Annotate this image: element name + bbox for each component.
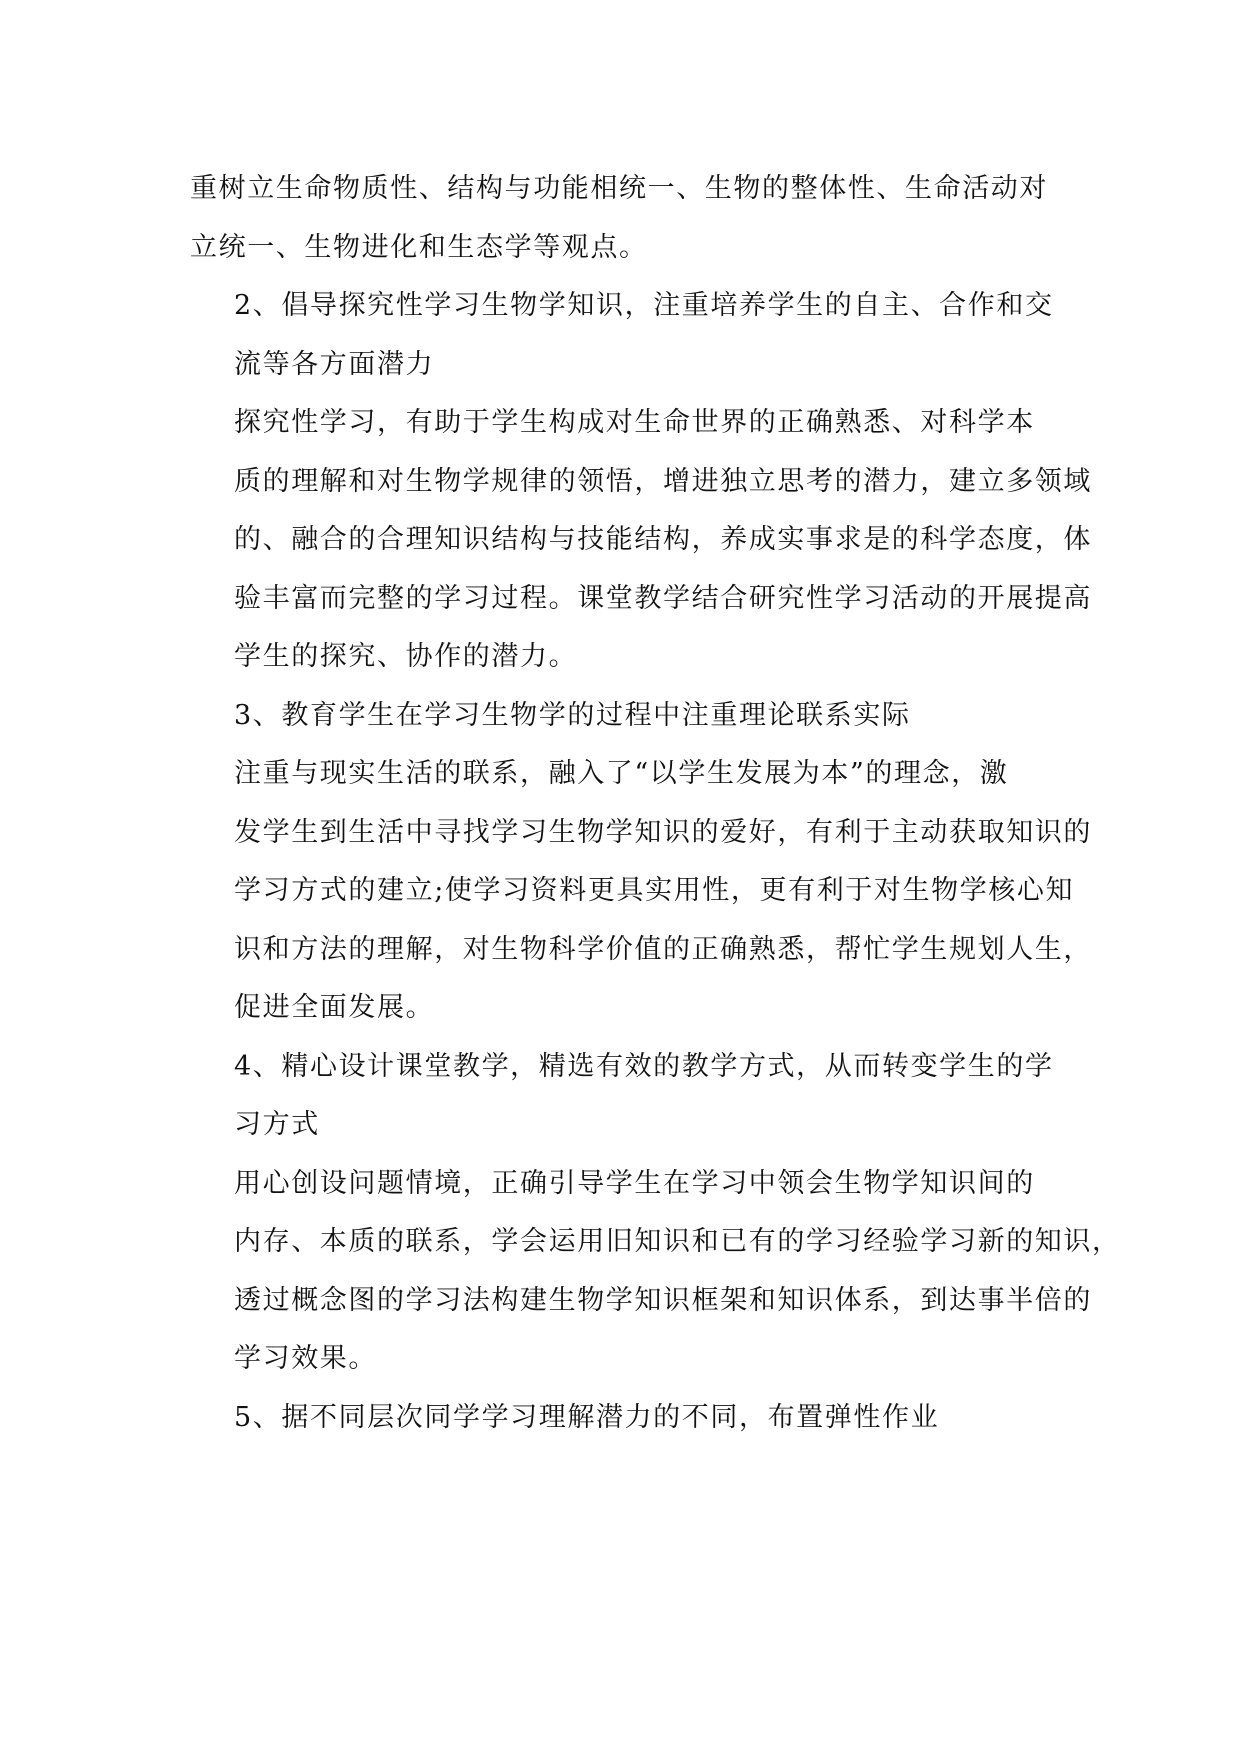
paragraph	[190, 277, 1060, 394]
text-line: 验丰富而完整的学习过程。课堂教学结合研究性学习活动的开展提高	[234, 582, 1092, 614]
paragraph	[190, 745, 1092, 1038]
text-line: 学习方式的建立;使学习资料更具实用性，更有利于对生物学核心知	[234, 875, 1075, 906]
text-line: 5、据不同层次同学学习理解潜力的不同，布置弹性作业	[234, 1401, 940, 1433]
text-line: 探究性学习，有助于学生构成对生命世界的正确熟悉、对科学本	[234, 407, 1035, 438]
text-line: 的、融合的合理知识结构与技能结构，养成实事求是的科学态度，体	[234, 524, 1092, 555]
text-line: 促进全面发展。	[234, 992, 435, 1023]
text-line: 透过概念图的学习法构建生物学知识框架和知识体系，到达事半倍的	[234, 1284, 1092, 1316]
text-line: 识和方法的理解，对生物科学价值的正确熟悉，帮忙学生规划人生，	[234, 933, 1092, 965]
text-line: 4、精心设计课堂教学，精选有效的教学方式，从而转变学生的学	[234, 1050, 1054, 1082]
paragraph	[190, 160, 1060, 277]
text-line: 流等各方面潜力	[234, 348, 435, 380]
text-line: 习方式	[234, 1109, 320, 1140]
paragraph	[190, 1389, 1060, 1448]
text-line: 学习效果。	[234, 1343, 377, 1374]
paragraph	[190, 1155, 1121, 1389]
text-line: 2、倡导探究性学习生物学知识，注重培养学生的自主、合作和交	[234, 290, 1054, 321]
text-line: 重树立生命物质性、结构与功能相统一、生物的整体性、生命活动对	[190, 173, 1048, 204]
paragraph	[190, 687, 1060, 746]
paragraph	[190, 1038, 1060, 1155]
text-line: 学生的探究、协作的潜力。	[234, 641, 578, 672]
document-body	[190, 160, 1121, 1447]
paragraph	[190, 394, 1092, 687]
text-line: 注重与现实生活的联系，融入了“以学生发展为本”的理念，激	[234, 758, 1009, 789]
text-line: 发学生到生活中寻找学习生物学知识的爱好，有利于主动获取知识的	[234, 816, 1092, 848]
text-line: 立统一、生物进化和生态学等观点。	[190, 231, 648, 263]
text-line: 质的理解和对生物学规律的领悟，增进独立思考的潜力，建立多领域	[234, 465, 1092, 497]
text-line: 用心创设问题情境，正确引导学生在学习中领会生物学知识间的	[234, 1167, 1035, 1199]
text-line: 3、教育学生在学习生物学的过程中注重理论联系实际	[234, 699, 911, 731]
text-line: 内存、本质的联系，学会运用旧知识和已有的学习经验学习新的知识，	[234, 1226, 1121, 1257]
